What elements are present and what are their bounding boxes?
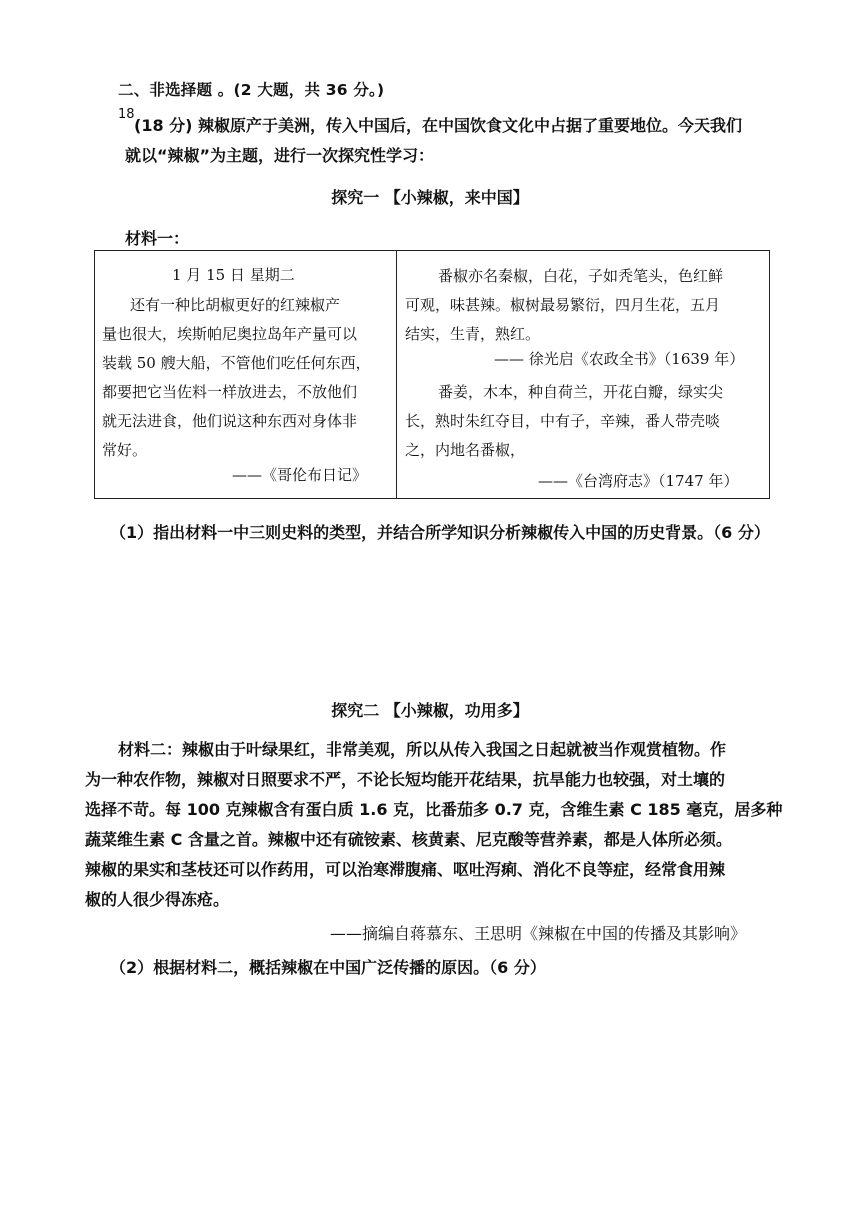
taiwan-line: 长，熟时朱红夺目，中有子，辛辣，番人带壳啖 bbox=[405, 412, 721, 430]
diary-source: ——《哥伦布日记》 bbox=[232, 466, 368, 484]
material1-table-divider bbox=[396, 250, 397, 499]
explore2-title: 探究二 【小辣椒，功用多】 bbox=[331, 701, 529, 720]
material2-line: 为一种农作物，辣椒对日照要求不严，不论长短均能开花结果，抗旱能力也较强，对土壤的 bbox=[85, 770, 726, 789]
question-line-2: 就以“辣椒”为主题，进行一次探究性学习： bbox=[125, 146, 435, 165]
section-heading: 二、非选择题 。(2 大题，共 36 分。) bbox=[118, 81, 385, 99]
taiwan-source: ——《台湾府志》（1747 年） bbox=[538, 472, 739, 490]
explore1-title: 探究一 【小辣椒，来中国】 bbox=[331, 188, 529, 207]
material2-source: ——摘编自蒋慕东、王思明《辣椒在中国的传播及其影响》 bbox=[330, 924, 747, 943]
nongzheng-line: 结实，生青，熟红。 bbox=[405, 325, 541, 343]
diary-line: 就无法进食，他们说这种东西对身体非 bbox=[102, 412, 358, 430]
diary-line: 量也很大，埃斯帕尼奥拉岛年产量可以 bbox=[102, 325, 358, 343]
diary-line: 装载 50 艘大船，不管他们吃任何东西， bbox=[102, 354, 371, 372]
diary-line: 还有一种比胡椒更好的红辣椒产 bbox=[130, 296, 341, 314]
diary-line: 都要把它当佐料一样放进去，不放他们 bbox=[102, 383, 358, 401]
taiwan-line: 番姜，木本，种自荷兰，开花白瓣，绿实尖 bbox=[438, 383, 724, 401]
diary-date: 1 月 15 日 星期二 bbox=[172, 266, 295, 284]
material2-line: 椒的人很少得冻疮。 bbox=[85, 890, 230, 909]
sub-question-1: （1）指出材料一中三则史料的类型，并结合所学知识分析辣椒传入中国的历史背景。（6 分） bbox=[110, 523, 770, 542]
question-line-1: (18 分) 辣椒原产于美洲，传入中国后，在中国饮食文化中占据了重要地位。今天我们 bbox=[134, 116, 743, 135]
material2-line: 辣椒的果实和茎枝还可以作药用，可以治寒滞腹痛、呕吐泻痢、消化不良等症，经常食用辣 bbox=[85, 860, 726, 879]
nongzheng-line: 番椒亦名秦椒，白花，子如秃笔头，色红鲜 bbox=[438, 267, 724, 285]
diary-line: 常好。 bbox=[102, 441, 148, 459]
material1-label: 材料一： bbox=[125, 229, 190, 248]
question-number: 18 bbox=[118, 107, 135, 122]
material2-line: 蔬菜维生素 C 含量之首。辣椒中还有硫铵素、核黄素、尼克酸等营养素，都是人体所必须。 bbox=[85, 830, 732, 849]
taiwan-line: 之，内地名番椒， bbox=[405, 441, 526, 459]
material2-line: 材料二：辣椒由于叶绿果红，非常美观，所以从传入我国之日起就被当作观赏植物。作 bbox=[118, 740, 727, 759]
material2-line: 选择不苛。每 100 克辣椒含有蛋白质 1.6 克，比番茄多 0.7 克，含维生素 C 185 毫克，居多种 bbox=[85, 800, 783, 819]
nongzheng-source: —— 徐光启《农政全书》（1639 年） bbox=[494, 350, 745, 368]
nongzheng-line: 可观，味甚辣。椒树最易繁衍，四月生花，五月 bbox=[405, 296, 721, 314]
sub-question-2: （2）根据材料二，概括辣椒在中国广泛传播的原因。（6 分） bbox=[110, 958, 546, 977]
